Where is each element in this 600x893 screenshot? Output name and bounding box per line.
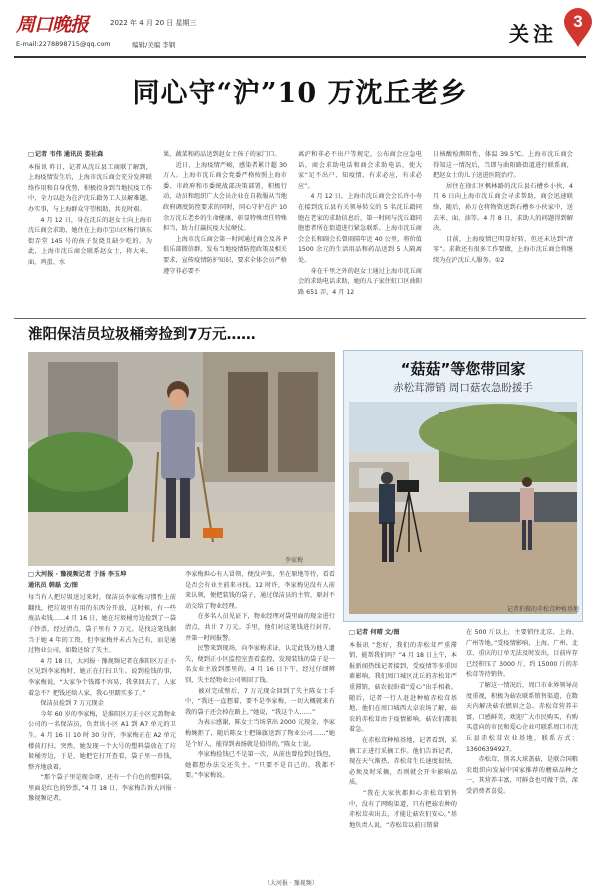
- section-divider: [14, 318, 586, 319]
- story-three-subtitle: 赤松茸滞销 周口菇农急盼援手: [393, 382, 533, 394]
- story-two-byline: □ 大河报 · 豫视频记者 于扬 李玉坤 通讯员 韩磊 文/图: [28, 570, 176, 591]
- lead-story-text: 本报讯 昨日，记者从沈丘县工商联了解到，上海疫情发生后，上海市沈丘商会充分发挥联络作用和自身优势，积极投身到当地抗疫工作中，全力以赴为在沪沈丘籍务工人员解难题、办实事，与上海群众守望相助，共克时艰。 4 月 12 日，身在沈丘的赵女士向上海市沈丘商会求助，她住在上海市宝山区杨行镇东街弄堂 145 号的孩子发烧且缺少吃的。为此，上海市沈丘商会联系赵女士，将大米、面、鸡蛋、水: [28, 163, 152, 266]
- newspaper-logo: 周口晚报: [16, 14, 89, 36]
- lead-story-column-4: 日核酸检测阳性，体温 39.5℃。上海市沈丘商会得知这一情况后，当即与曲阳路街道进行联系商，把赵女士的儿子送进医院治疗。 居住在徐汇区枫林路的沈丘县石槽乡小伙，4 月 6 日向上海市沈丘商会寻求帮助，商会迅速联络，随后，孙万仓将物资送到石槽乡小伙家中，送去米、面、油等。4 月 8 日，求助人的问题得到解决。 目前，上海疫情已明显好转，但还未达到“清零”。求救还有很多工作要做，上海市沈丘商会将继续为在沪沈丘人服务。①2: [433, 151, 573, 264]
- story-two-source: （大河报 · 豫视频）: [264, 880, 318, 887]
- story-three-column-2: 在 500 斤以上，主要销往北京、上海、广州等地。”受疫情影响，上海、广州、北京、重庆的订单无法及时发出，目前库存已经积压了 3000 斤，约 15000 斤的赤松茸等待销售。 了解这一情况后，周口市业界领导高度重视，积极为菇农联系销售渠道，在数天内解决菇农燃眉之急。赤松茸营养丰富，口感鲜美，欢迎广大市民购买，有购买意向的市民和爱心企业可联系周口市沈丘县赤松茸农业基地，联系方式：13606394927。 赤松茸，别名大球盖菇，是联合国粮农组织向发展中国家推荐的蘑菇品种之一，其营养丰富，可鲜食也可做干货，深受消费者喜爱。: [466, 629, 578, 795]
- contact-email: E-mail:2278898715@qq.com: [16, 40, 111, 48]
- editor-credit: 编辑/美编 李钢: [132, 41, 176, 49]
- story-three-column-1: [349, 628, 457, 883]
- page-number-badge: [563, 8, 593, 48]
- masthead: [14, 0, 586, 58]
- story-three-text: 本报讯 “您好，我们的赤松茸严重滞销，能帮我们吗？”4 月 18 日上午，本报新闻热线记者接到，受疫情等多重因素影响，我们周口城区沈丘的赤松茸严重滞销，菇农很盼着“爱心”出手相救。随后，记者一行人赶赴种植赤松茸基地，他们在周口城西大卓农场了解，菇农的赤松茸由于疫情影响，菇农们都很着急。 在赤松茸种植基地，记者看到，采摘工正进行采摘工作。他们告诉记者，现在天气渐热，赤松茸生长速度很快，必须及时采摘，否则就会开伞影响品质。 “我在大家伙都担心赤松茸销售中，没有了网购渠道，只有把菇农种的赤松茸卖出去，才能让菇农们安心。”基地负责人说，“赤松茸以前日销量: [349, 641, 457, 829]
- lead-story-column-3: 离沪和非必不出户等规定，公布商会应急电话，商会求助电话和商会求助电话，使大家“足不出户、知疫情，有求必应，有求必应”。 4 月 12 日，上海市沈丘商会会长许小寿在接到沈丘县有关领导转交的 5 名沈丘籍同胞在老家的求助信息后，第一时间与沈丘籍同胞患者所在街道进行紧急联系。上海市沈丘商会会长和副会长曾雨陪年近 40 公里，将价值 1500 余元的生活用品和药品送到 5 人隔离处。 身在千里之外的赵女士通过上海市沈丘商会的求助电话求助，她的儿子家住虹口区曲阳路 651 弄，4 月 12: [298, 151, 422, 296]
- story-three-headline: “菇菇”等您带回家: [400, 360, 526, 378]
- mushroom-farm-photo: [349, 402, 580, 614]
- story-three-byline: □ 记者 何晴 文/图: [349, 628, 457, 639]
- lead-story-column-1: [28, 150, 152, 316]
- story-three-photo-caption: 记者拍摄的赤松茸种植基地: [507, 606, 580, 613]
- page-number: 3: [573, 12, 583, 31]
- lead-story-column-2: 果、蔬菜和药品送到赵女士孩子的家门口。 近日，上海疫情严峻，感染者累计超 30 万人。上海市沈丘商会党委严格按照上海市委、市政府和市委统战部决策部署，积极行动，动员和组织广大会员企业在自救服从当地政府调度防控要求的同时，同心守护在沪 10 余万沈丘老乡的生命健康，彰显特殊责任特殊担当，助力打赢抗疫大仗硬仗。 上海市沈丘商会第一时间通过商会及各 P 俱乐部微信群，发布当地疫情防控政策及相关要求，宣传疫情防护知识，要求全体会员严格遵守非必要不: [163, 151, 287, 275]
- story-two-column-1: [28, 570, 176, 888]
- photo-credit: 李家梅: [285, 557, 304, 564]
- section-title: 关注: [509, 22, 557, 46]
- mushroom-farm-photo-image: [349, 402, 580, 614]
- main-headline: 同心守“沪”10 万沈丘老乡: [132, 77, 468, 109]
- story-two-text: 每当有人把垃圾送过来时，保洁员李家梅习惯性上前翻找，把垃圾里有用的东西分开放，这时候，有一些废品卖钱……4 月 16 日，她在垃圾桶旁边捡到了一袋子钞票。经过清点，袋子里有 7 万元。是找这笔钱据当于她 4 年的工资，但李家梅并未占为己有，而是通过物业公司，如数还给了失主。 4 月 18 日，大河报 · 豫视频记者在淮阳区万正小区见到李家梅时，她正在打扫卫生。说到捡钱的事，李家梅说，“大家争个钱都不容易，我拿回去了，人家着急不？把钱还给人家，我心里踏实多了。” 保洁员捡到 7 万元现金 今年 60 岁的李家梅，是淮阳区万正小区元盈物业公司的一名保洁员，负责该小区 A1 到 A7 单元的卫生。4 月 16 日 10 时 30 分许，李家梅正在 A2 单元楼前打扫。突然，她发现一个大号的塑料袋放在了垃圾桶旁边，于是，她把它打开查看，袋子里一沓钱，整齐地放着。 “那个袋子里是现金呀，还有一个白色的塑料袋，里面是红色的钞票，”4 月 18 日，李家梅告诉大河报 · 豫视频记者，: [28, 594, 176, 803]
- issue-date: 2022 年 4 月 20 日 星期三: [110, 19, 197, 27]
- headline-block: [14, 58, 586, 122]
- cleaner-photo-image: [28, 352, 335, 566]
- story-two-column-2: 李家梅担心有人冒领，便没声张，坐在原地等待，看看是否会有业主前来寻找。12 时许，李家梅见没有人前来认领，便把装钱的袋子，通过保洁员的主管，原封不动交给了物业经理。 在多名人员见证下，物业经理对袋里面的现金进行清点，共计 7 万元。手里，他们对这笔钱进行封存，并第一时间报警。 民警来到现场，向李家梅求证，认定此钱为他人遗失，便到正小区监控室查看监控，发现装钱的袋子是一名女业主放到那里的。4 月 16 日下午，经过仔细辨别，失主经物业公司领回了钱。 被对完成整后，7 万元现金回到了失主陈女士手中，“我还一直想着，要不是李家梅，一切大概就来有我的袋子还会掉在路上，”她说，“我这个人……” 为表示感谢，陈女士当场拿出 2000 元现金，李家梅婉拒了，随后陈女士把锦旗送到了物业公司……“她是个好人，能得到表扬就是值得的，”陈女士说。 李家梅捡钱已不是第一次，从前也曾捡到过钱包，她都想办法交还失主。“只要不是自己的，我都不要。”李家梅说。: [185, 571, 335, 780]
- cleaner-photo: [28, 352, 335, 566]
- lead-story-byline: □ 记者 韦伟 通讯员 娄社森: [28, 150, 152, 161]
- story-two-headline: 淮阳保洁员垃圾桶旁捡到7万元……: [28, 327, 256, 343]
